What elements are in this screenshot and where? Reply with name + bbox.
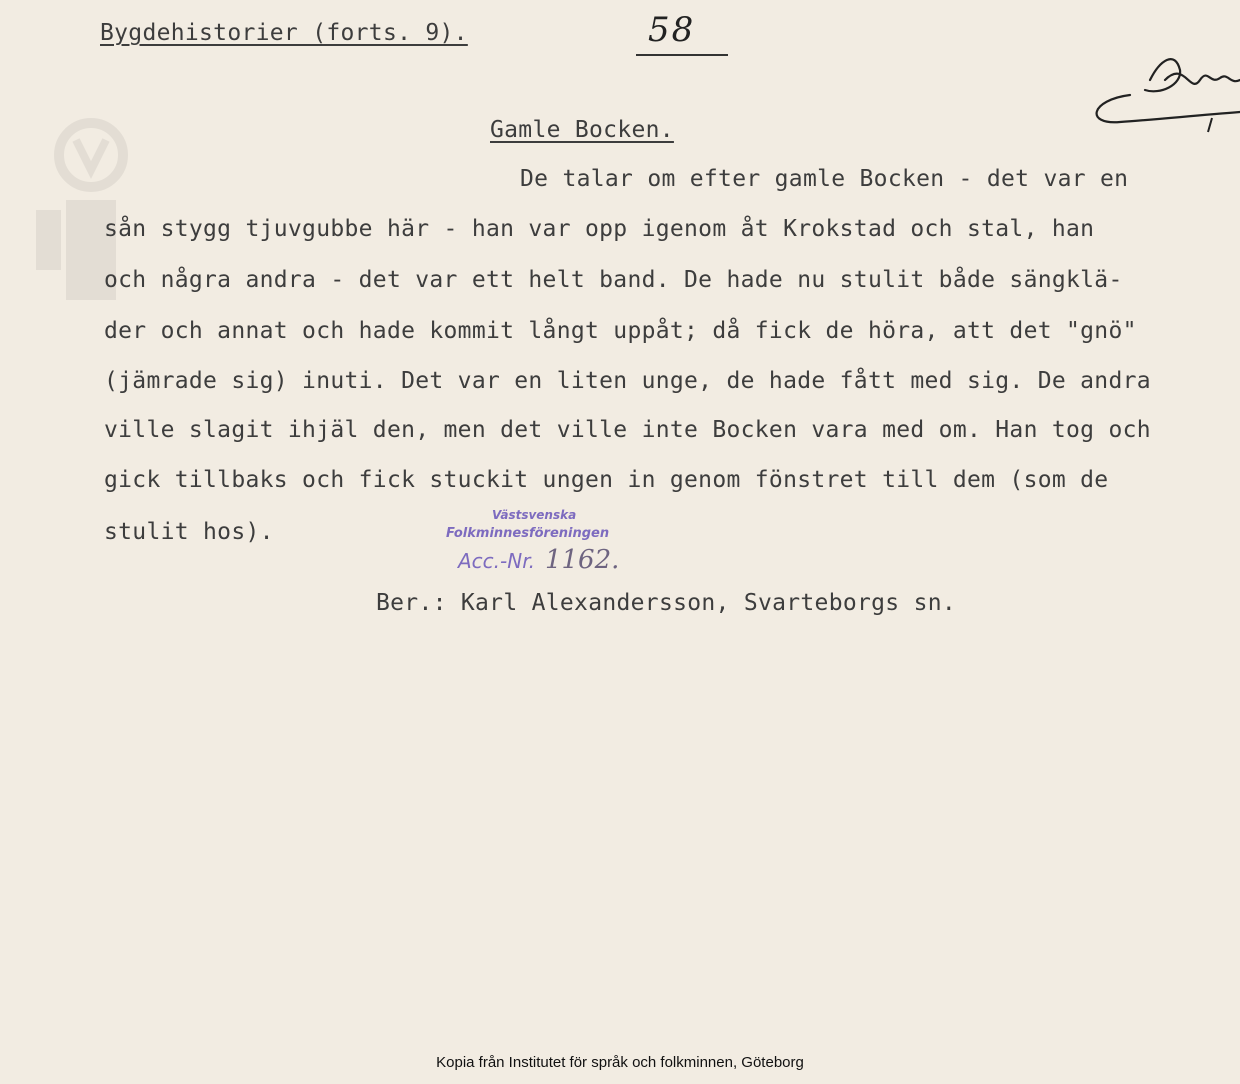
page-number: 58 xyxy=(648,10,696,50)
story-line: (jämrade sig) inuti. Det var en liten unge, de hade fått med sig. De andra xyxy=(104,368,1151,394)
story-title: Gamle Bocken. xyxy=(490,117,674,143)
series-header: Bygdehistorier (forts. 9). xyxy=(100,20,468,46)
story-line: De talar om efter gamle Bocken - det var en xyxy=(520,166,1129,192)
stamp-accession xyxy=(458,545,666,575)
story-line: sån stygg tjuvgubbe här - han var opp igenom åt Krokstad och stal, han xyxy=(104,216,1095,242)
archive-stamp xyxy=(446,508,666,575)
story-line: ville slagit ihjäl den, men det ville inte Bocken vara med om. Han tog och xyxy=(104,417,1151,443)
story-line: stulit hos). xyxy=(104,519,274,545)
stamp-accession-label: Acc.-Nr. xyxy=(458,549,535,573)
story-line: der och annat och hade kommit långt uppåt; då fick de höra, att det "gnö" xyxy=(104,318,1137,344)
page-number-underline xyxy=(636,54,728,56)
story-line: och några andra - det var ett helt band. De hade nu stulit både sängklä- xyxy=(104,267,1123,293)
copy-footer: Kopia från Institutet för språk och folkminnen, Göteborg xyxy=(436,1054,804,1071)
stamp-organization-line1: Västsvenska xyxy=(492,508,577,522)
handwritten-signature-icon xyxy=(1090,40,1240,140)
stamp-organization-line2: Folkminnesföreningen xyxy=(446,526,610,541)
stamp-accession-number: 1162. xyxy=(544,545,620,575)
informant-line: Ber.: Karl Alexandersson, Svarteborgs sn. xyxy=(376,590,957,616)
story-line: gick tillbaks och fick stuckit ungen in genom fönstret till dem (som de xyxy=(104,467,1109,493)
